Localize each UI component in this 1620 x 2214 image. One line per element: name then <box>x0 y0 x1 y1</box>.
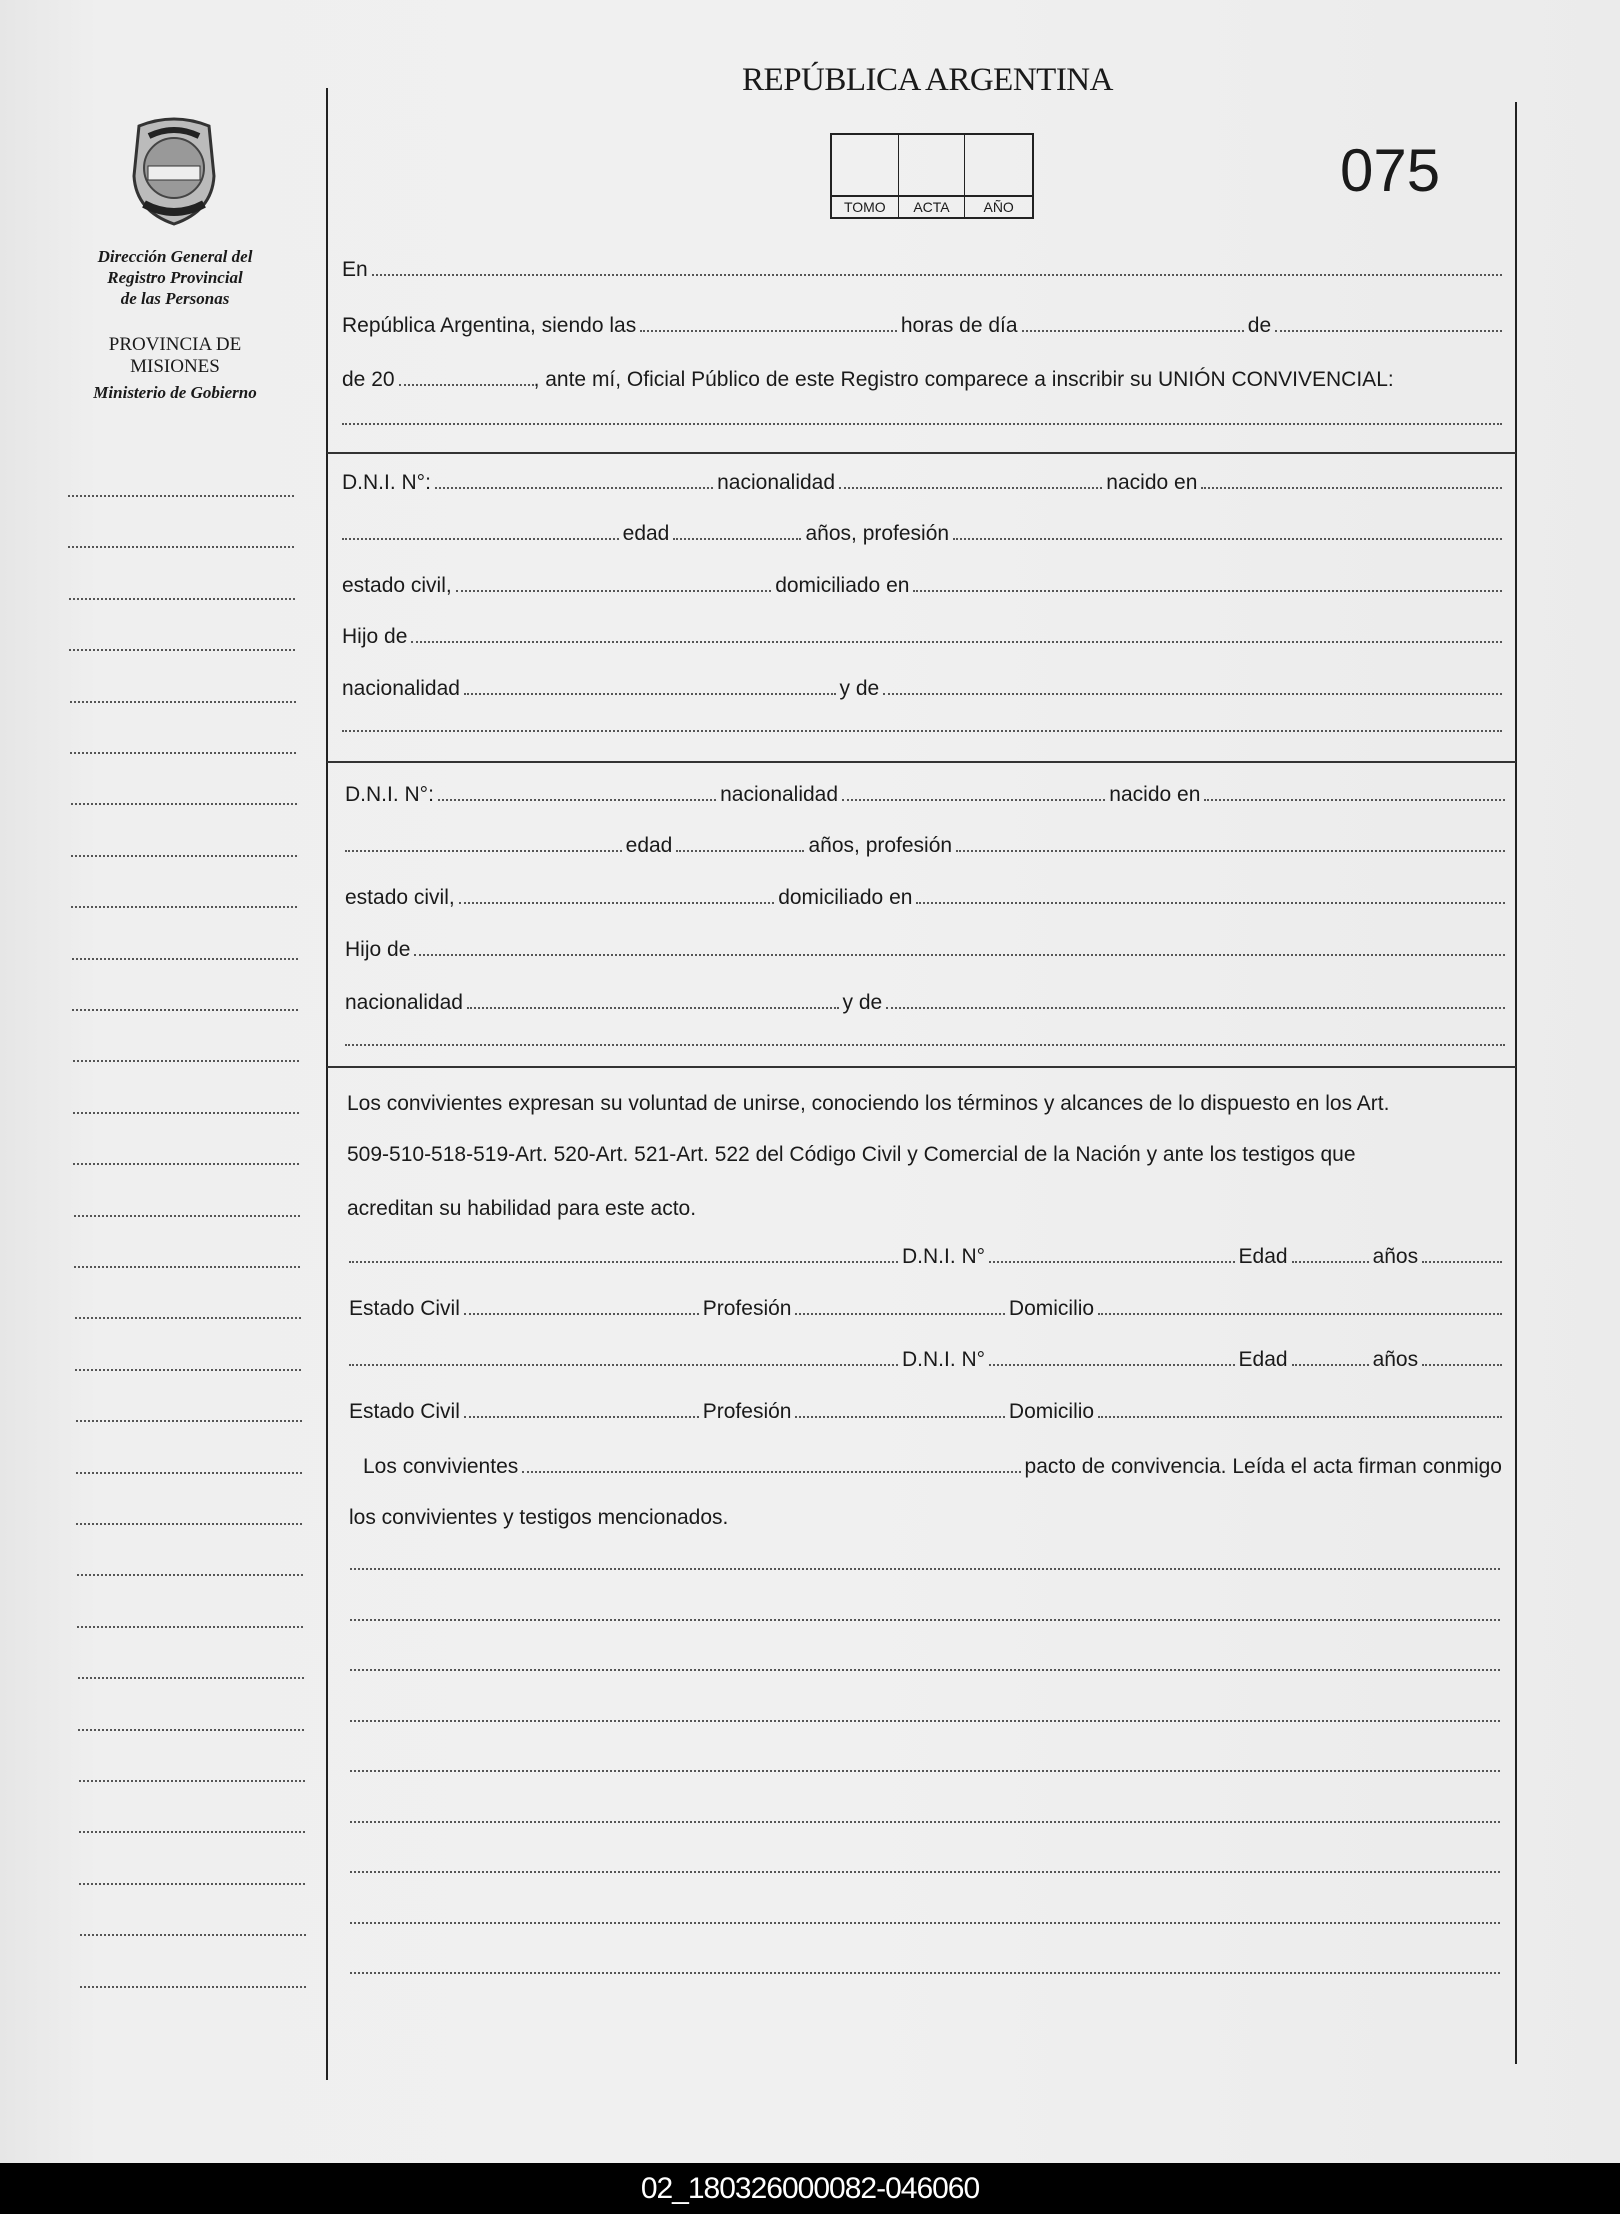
blank-field[interactable] <box>1422 1260 1502 1263</box>
blank-field[interactable] <box>342 422 1502 425</box>
margin-line[interactable] <box>71 854 297 857</box>
provincia-label <box>60 334 290 378</box>
margin-line[interactable] <box>76 1471 302 1474</box>
domicilio-label: Domicilio <box>1008 1400 1095 1423</box>
section-divider <box>327 761 1516 763</box>
margin-line[interactable] <box>79 1882 305 1885</box>
margin-line[interactable] <box>74 1214 300 1217</box>
person-dni-line <box>345 783 1505 807</box>
signature-line[interactable] <box>350 1921 1500 1924</box>
day-field[interactable] <box>1022 329 1244 332</box>
witness-dni-field[interactable] <box>989 1260 1234 1263</box>
hijo-de-label: Hijo de <box>345 938 411 961</box>
intro-line-3 <box>342 368 1502 392</box>
age-field[interactable] <box>673 537 801 540</box>
witness-age-field[interactable] <box>1292 1363 1369 1366</box>
person-hijo-line <box>342 625 1502 649</box>
provincia-line: PROVINCIA DE <box>108 334 242 355</box>
margin-line[interactable] <box>79 1830 305 1833</box>
margin-line[interactable] <box>73 1111 299 1114</box>
direccion-line: de las Personas <box>120 289 230 308</box>
margin-line[interactable] <box>72 957 298 960</box>
signature-line[interactable] <box>350 1820 1500 1823</box>
closing-text: los convivientes y testigos mencionados. <box>349 1506 729 1529</box>
declaration-paragraph-line: acreditan su habilidad para este acto. <box>347 1197 697 1220</box>
intro-line-2 <box>342 314 1502 338</box>
profession-field[interactable] <box>953 537 1502 540</box>
pacto-field[interactable] <box>522 1470 1020 1473</box>
margin-line[interactable] <box>69 597 295 600</box>
nacionalidad-label: nacionalidad <box>345 991 463 1014</box>
tomo-acta-ano-box <box>830 133 1034 219</box>
domiciliado-label: domiciliado en <box>778 886 913 909</box>
nacionalidad-label: nacionalidad <box>342 677 460 700</box>
witness-profession-field[interactable] <box>795 1415 1004 1418</box>
domiciliado-label: domiciliado en <box>775 574 910 597</box>
witness-address-field[interactable] <box>1098 1415 1502 1418</box>
margin-line[interactable] <box>69 648 295 651</box>
father-field[interactable] <box>411 640 1502 643</box>
scan-id-footer: 02_180326000082-046060 <box>0 2163 1620 2214</box>
margin-line[interactable] <box>78 1676 304 1679</box>
de-label: de <box>1247 314 1272 337</box>
left-border <box>326 88 328 2080</box>
witness-age-field[interactable] <box>1292 1260 1369 1263</box>
birthplace-field[interactable] <box>1201 486 1502 489</box>
hijo-de-label: Hijo de <box>342 625 408 648</box>
address-field[interactable] <box>913 589 1502 592</box>
provincia-line: MISIONES <box>130 356 220 377</box>
hours-field[interactable] <box>640 329 897 332</box>
nacido-en-label: nacido en <box>1109 783 1201 806</box>
nacionalidad-label: nacionalidad <box>717 471 836 494</box>
signature-line[interactable] <box>350 1971 1500 1974</box>
signature-line[interactable] <box>350 1769 1500 1772</box>
blank-field[interactable] <box>1422 1363 1502 1366</box>
mother-field[interactable] <box>883 692 1502 695</box>
margin-line[interactable] <box>75 1316 301 1319</box>
blank-field[interactable] <box>342 729 1502 732</box>
margin-line[interactable] <box>71 802 297 805</box>
age-field[interactable] <box>676 849 804 852</box>
pacto-line <box>363 1455 1502 1479</box>
ano-field[interactable] <box>965 135 1032 195</box>
person-parents-line <box>342 677 1502 701</box>
profession-field[interactable] <box>956 849 1505 852</box>
acta-field[interactable] <box>899 135 966 195</box>
direccion-general-label <box>60 246 290 309</box>
nacionalidad-label: nacionalidad <box>720 783 839 806</box>
nacionalidad-field[interactable] <box>839 486 1102 489</box>
tomo-label: TOMO <box>832 195 899 217</box>
form-number: 075 <box>1340 137 1441 204</box>
margin-line[interactable] <box>68 494 294 497</box>
person-parents-line <box>345 991 1505 1015</box>
person-estado-line <box>342 574 1502 598</box>
domicilio-label: Domicilio <box>1008 1297 1095 1320</box>
dni-label: D.N.I. N° <box>902 1245 986 1268</box>
y-de-label: y de <box>839 677 880 700</box>
margin-line[interactable] <box>80 1985 306 1988</box>
margin-line[interactable] <box>76 1522 302 1525</box>
estado-civil-label: Estado Civil <box>349 1297 460 1320</box>
person-edad-line <box>342 522 1502 546</box>
profesion-label: Profesión <box>702 1297 792 1320</box>
direccion-line: Dirección General del <box>97 247 253 266</box>
dni-label: D.N.I. N°: <box>345 783 434 806</box>
margin-line[interactable] <box>79 1779 305 1782</box>
margin-line[interactable] <box>70 700 296 703</box>
margin-line[interactable] <box>70 751 296 754</box>
intro-line-4 <box>342 422 1502 425</box>
signature-line[interactable] <box>350 1668 1500 1671</box>
intro-line-1 <box>342 258 1502 282</box>
estado-civil-label: Estado Civil <box>349 1400 460 1423</box>
edad-label: Edad <box>1238 1348 1288 1371</box>
ministerio-label: Ministerio de Gobierno <box>93 383 257 402</box>
margin-line[interactable] <box>68 545 294 548</box>
margin-line[interactable] <box>77 1573 303 1576</box>
father-nationality-field[interactable] <box>467 1006 839 1009</box>
margin-line[interactable] <box>71 905 297 908</box>
signature-line[interactable] <box>350 1567 1500 1570</box>
margin-line[interactable] <box>73 1162 299 1165</box>
marital-status-field[interactable] <box>456 589 771 592</box>
horas-label: horas de día <box>900 314 1018 337</box>
person-edad-line <box>345 834 1505 858</box>
witness-estado-line <box>349 1297 1502 1321</box>
comparece-label: , ante mí, Oficial Público de este Registro comparece a inscribir su UNIÓN CONVIVENCIAL: <box>533 368 1394 391</box>
margin-line[interactable] <box>75 1368 301 1371</box>
dni-field[interactable] <box>438 798 716 801</box>
father-field[interactable] <box>414 953 1505 956</box>
signature-line[interactable] <box>350 1870 1500 1873</box>
margin-line[interactable] <box>73 1059 299 1062</box>
declaration-paragraph-line: Los convivientes expresan su voluntad de unirse, conociendo los términos y alcances de lo dispuesto en los Art. <box>347 1092 1390 1115</box>
year-field[interactable] <box>399 383 534 386</box>
profesion-label: años, profesión <box>808 834 953 857</box>
person-hijo-line <box>345 938 1505 962</box>
person-dni-line <box>342 471 1502 495</box>
siendo-las-label: República Argentina, siendo las <box>342 314 637 337</box>
pacto-label: pacto de convivencia. Leída el acta firman conmigo <box>1024 1455 1502 1478</box>
person-blank-line <box>345 1043 1505 1046</box>
anos-label: años <box>1372 1245 1419 1268</box>
estado-civil-label: estado civil, <box>345 886 455 909</box>
declaration-paragraph-line: 509-510-518-519-Art. 520-Art. 521-Art. 522 del Código Civil y Comercial de la Nación y ante los testigos que <box>347 1143 1356 1166</box>
margin-line[interactable] <box>77 1625 303 1628</box>
margin-line[interactable] <box>78 1728 304 1731</box>
address-field[interactable] <box>916 901 1505 904</box>
witness-name-field[interactable] <box>349 1363 898 1366</box>
section-divider <box>327 1066 1516 1068</box>
witness-name-field[interactable] <box>349 1260 898 1263</box>
dni-label: D.N.I. N° <box>902 1348 986 1371</box>
witness-address-field[interactable] <box>1098 1312 1502 1315</box>
tomo-field[interactable] <box>832 135 899 195</box>
ano-label: AÑO <box>965 195 1032 217</box>
nacido-en-label: nacido en <box>1106 471 1198 494</box>
year-prefix-label: de 20 <box>342 368 395 391</box>
right-border <box>1515 102 1517 2064</box>
en-label: En <box>342 258 368 281</box>
profesion-label: años, profesión <box>805 522 950 545</box>
signature-line[interactable] <box>350 1719 1500 1722</box>
place-field[interactable] <box>372 273 1502 276</box>
province-coat-of-arms-logo <box>124 116 224 228</box>
margin-line[interactable] <box>72 1008 298 1011</box>
birthplace-field[interactable] <box>1204 798 1505 801</box>
convivientes-label: Los convivientes <box>363 1455 519 1478</box>
dni-label: D.N.I. N°: <box>342 471 431 494</box>
edad-label: edad <box>625 834 673 857</box>
mother-field[interactable] <box>886 1006 1505 1009</box>
direccion-line: Registro Provincial <box>107 268 243 287</box>
blank-field[interactable] <box>345 1043 1505 1046</box>
month-field[interactable] <box>1275 329 1502 332</box>
margin-line[interactable] <box>80 1933 306 1936</box>
estado-civil-label: estado civil, <box>342 574 452 597</box>
page-title: REPÚBLICA ARGENTINA <box>742 62 1113 98</box>
person-blank-line <box>342 729 1502 732</box>
birthdate-field[interactable] <box>342 537 619 540</box>
birthdate-field[interactable] <box>345 849 622 852</box>
witness-marital-field[interactable] <box>464 1415 699 1418</box>
profesion-label: Profesión <box>702 1400 792 1423</box>
nacionalidad-field[interactable] <box>842 798 1105 801</box>
edad-label: Edad <box>1238 1245 1288 1268</box>
signature-line[interactable] <box>350 1618 1500 1621</box>
witness-estado-line <box>349 1400 1502 1424</box>
margin-line[interactable] <box>74 1265 300 1268</box>
witness-dni-line <box>349 1245 1502 1269</box>
witness-profession-field[interactable] <box>795 1312 1004 1315</box>
person-estado-line <box>345 886 1505 910</box>
witness-dni-field[interactable] <box>989 1363 1234 1366</box>
section-divider <box>327 452 1516 454</box>
anos-label: años <box>1372 1348 1419 1371</box>
dni-field[interactable] <box>435 486 713 489</box>
witness-dni-line <box>349 1348 1502 1372</box>
acta-label: ACTA <box>899 195 966 217</box>
edad-label: edad <box>622 522 670 545</box>
margin-line[interactable] <box>76 1419 302 1422</box>
y-de-label: y de <box>842 991 883 1014</box>
witness-marital-field[interactable] <box>464 1312 699 1315</box>
marital-status-field[interactable] <box>459 901 774 904</box>
father-nationality-field[interactable] <box>464 692 836 695</box>
